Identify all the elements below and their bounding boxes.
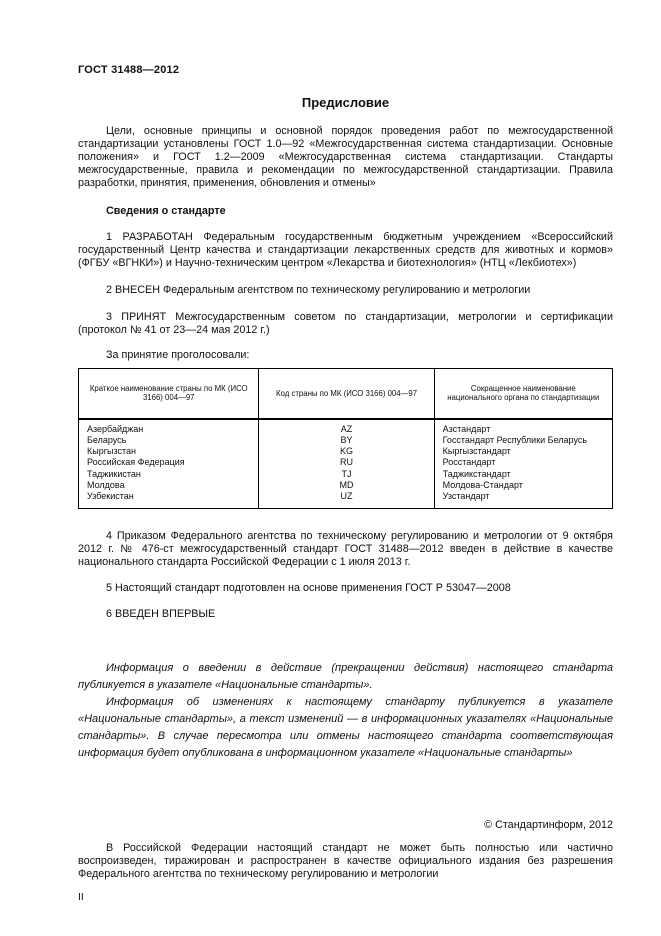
table-header-code: Код страны по МК (ИСО 3166) 004—97 [259,369,434,419]
notice-paragraph-enactment: Информация о введении в действие (прекращении действия) настоящего стандарта публикуется в указателе «Национальные стандарты». [78,661,613,691]
table-row [79,491,613,508]
page-title: Предисловие [301,95,390,110]
table-row [79,435,613,446]
post-item-order: 4 Приказом Федерального агентства по техническому регулированию и метрологии от 9 октября 2012 г. № 476-ст межгосударственный стандарт ГОСТ 31488—2012 введен в действие в качестве национального стандарта Российской Федерации с 1 июля 2013 г. [78,529,613,568]
info-item-developed: 1 РАЗРАБОТАН Федеральным государственным бюджетным учреждением «Всероссийский государственный Центр качества и стандартизации лекарственных средств для животных и кормов» (ФГБУ «ВГНКИ») и Научно-техническим центром «Лекарства и биотехнология» (НТЦ «Лекбиотех») [78,231,613,269]
info-item-submitted: 2 ВНЕСЕН Федеральным агентством по техническому регулированию и метрологии [106,284,531,296]
country-cell: Таджикистан [79,469,259,480]
table-header-country: Краткое наименование страны по МК (ИСО 3166) 004—97 [79,369,259,419]
body-cell: Госстандарт Республики Беларусь [434,435,612,446]
table-header-row [79,369,613,419]
country-cell: Кыргызстан [79,446,259,457]
code-cell: TJ [259,469,434,480]
table-header-body: Сокращенное наименование национального органа по стандартизации [434,369,612,419]
body-cell: Кыргызстандарт [434,446,612,457]
doc-number: ГОСТ 31488—2012 [78,64,180,76]
code-cell: UZ [259,491,434,508]
country-cell: Узбекистан [79,491,259,508]
country-cell: Беларусь [79,435,259,446]
code-cell: RU [259,457,434,468]
standard-info-heading: Сведения о стандарте [106,205,226,217]
table-row [79,469,613,480]
country-cell: Азербайджан [79,419,259,435]
body-cell: Узстандарт [434,491,612,508]
info-item-adopted: 3 ПРИНЯТ Межгосударственным советом по стандартизации, метрологии и сертификации (протокол № 41 от 23—24 мая 2012 г.) [78,311,613,336]
code-cell: AZ [259,419,434,435]
table-row [79,457,613,468]
code-cell: KG [259,446,434,457]
table-row [79,480,613,491]
post-item-first-introduced: 6 ВВЕДЕН ВПЕРВЫЕ [106,607,216,620]
notice-paragraph-amendments: Информация об изменениях к настоящему стандарту публикуется в указателе «Национальные стандарты», а текст изменений — в информационных указателях «Национальные стандарты». В случае пересмотра или отмены настоящего стандарта соответствующая информация будет опубликована в информационном указателе «Национальные стандарты» [78,695,613,759]
code-cell: MD [259,480,434,491]
body-cell: Молдова-Стандарт [434,480,612,491]
intro-paragraph: Цели, основные принципы и основной порядок проведения работ по межгосударственной стандартизации установлены ГОСТ 1.0—92 «Межгосударственная система стандартизации. Основные положения» и ГОСТ 1.2—2009 «Межгосударственная система стандартизации. Стандарты межгосударственные, правила и рекомендации по межгосударственной стандартизации. Правила разработки, принятия, применения, обновления и отмены» [78,125,613,189]
vote-intro-line: За принятие проголосовали: [106,349,250,361]
vote-table [78,368,613,509]
country-cell: Молдова [79,480,259,491]
country-cell: Российская Федерация [79,457,259,468]
copyright-line: © Стандартинформ, 2012 [484,818,613,831]
post-item-basis: 5 Настоящий стандарт подготовлен на основе применения ГОСТ Р 53047—2008 [106,581,511,594]
body-cell: Росстандарт [434,457,612,468]
body-cell: Таджикстандарт [434,469,612,480]
restriction-paragraph: В Российской Федерации настоящий стандарт не может быть полностью или частично воспроизведен, тиражирован и распространен в качестве официального издания без разрешения Федерального агентства по техническому регулированию и метрологии [78,841,613,880]
table-row [79,419,613,435]
table-row [79,446,613,457]
notice-block [78,660,613,762]
page-number: II [78,890,84,903]
body-cell: Азстандарт [434,419,612,435]
code-cell: BY [259,435,434,446]
